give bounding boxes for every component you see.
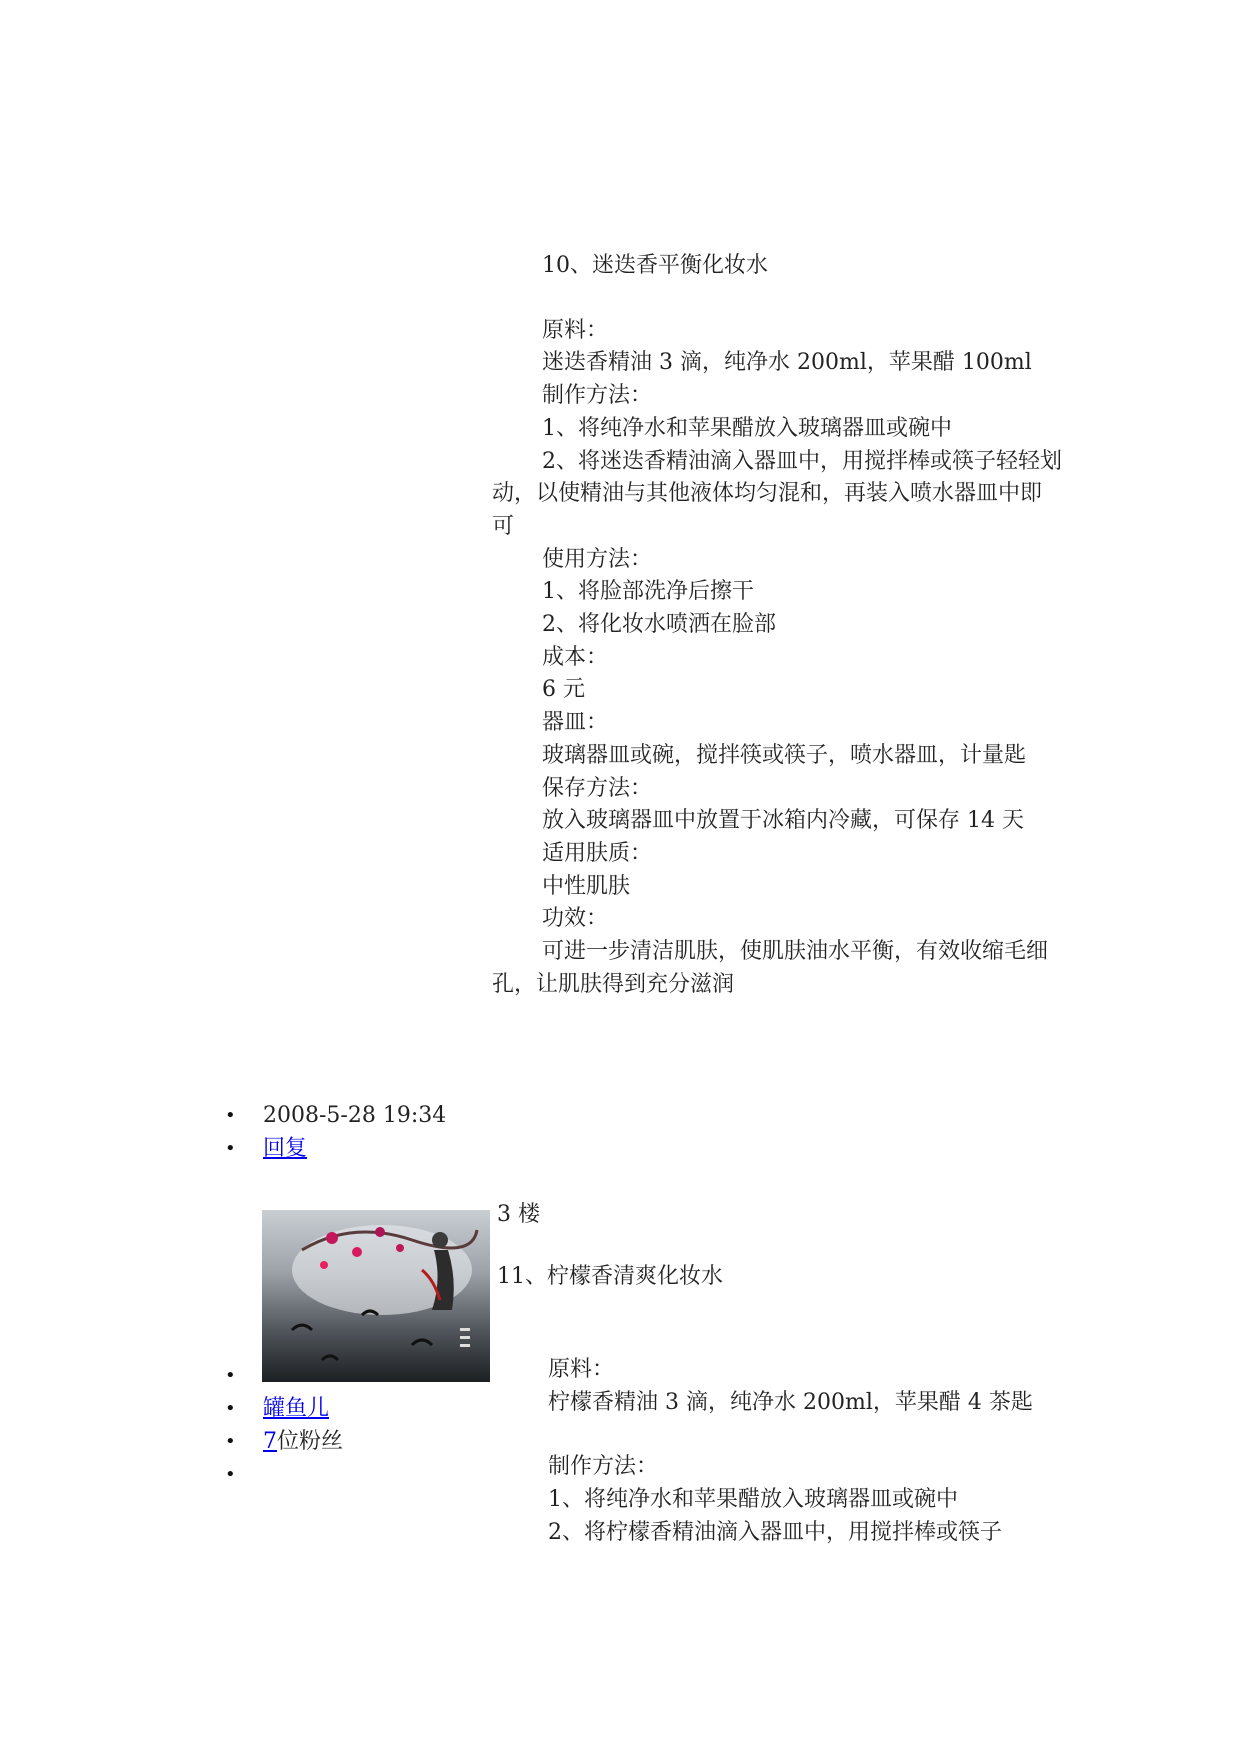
reply-line: 制作方法： <box>548 1454 659 1480</box>
post-paragraph: 2、将化妆水喷洒在脸部 <box>542 612 776 638</box>
floor-number: 3 楼 <box>497 1202 540 1227</box>
fans-label: 位粉丝 <box>277 1429 344 1454</box>
reply-line: 2、将柠檬香精油滴入器皿中，用搅拌棒或筷子 <box>548 1519 1002 1545</box>
post-paragraph: 迷迭香精油 3 滴，纯净水 200ml，苹果醋 100ml <box>542 350 1032 376</box>
post-paragraph: 成本： <box>542 644 609 670</box>
avatar-list-item <box>225 1359 343 1392</box>
reply-line: 柠檬香精油 3 滴，纯净水 200ml，苹果醋 4 茶匙 <box>548 1389 1033 1415</box>
reply-item <box>225 1132 446 1165</box>
post-paragraph: 中性肌肤 <box>542 873 631 899</box>
post-paragraph: 原料： <box>542 317 609 343</box>
post-paragraph: 1、将纯净水和苹果醋放入玻璃器皿或碗中 <box>542 415 952 441</box>
post-paragraph: 放入玻璃器皿中放置于冰箱内冷藏，可保存 14 天 <box>542 808 1024 834</box>
post-paragraph: 保存方法： <box>542 775 653 801</box>
post-title: 10、迷迭香平衡化妆水 <box>542 253 768 278</box>
timestamp-text: 2008-5-28 19:34 <box>263 1103 447 1128</box>
post-timestamp <box>225 1099 446 1132</box>
reply-line: 1、将纯净水和苹果醋放入玻璃器皿或碗中 <box>548 1487 958 1513</box>
post-paragraph: 2、将迷迭香精油滴入器皿中，用搅拌棒或筷子轻轻划动，以使精油与其他液体均匀混和，再装入喷水器皿中即可 <box>492 448 1062 539</box>
post-paragraph: 6 元 <box>542 677 585 703</box>
post-meta-list <box>225 1099 446 1165</box>
fans-item <box>225 1425 343 1458</box>
user-info-list <box>225 1359 343 1491</box>
username-link[interactable]: 罐鱼儿 <box>263 1396 330 1421</box>
fans-count-link[interactable]: 7 <box>263 1429 277 1454</box>
reply-title: 11、柠檬香清爽化妆水 <box>497 1264 723 1289</box>
post-paragraph: 器皿： <box>542 710 609 736</box>
post-paragraph: 玻璃器皿或碗，搅拌筷或筷子，喷水器皿，计量匙 <box>542 742 1027 768</box>
reply-link[interactable]: 回复 <box>263 1136 308 1161</box>
post-content <box>492 250 1062 1001</box>
post-paragraph: 1、将脸部洗净后擦干 <box>542 579 754 605</box>
reply-content <box>548 1354 1068 1550</box>
avatar-image-icon <box>262 1210 490 1382</box>
reply-line: 原料： <box>548 1357 615 1382</box>
post-paragraph: 适用肤质： <box>542 840 653 866</box>
post-paragraph: 可进一步清洁肌肤，使肌肤油水平衡，有效收缩毛细孔，让肌肤得到充分滋润 <box>492 939 1049 997</box>
post-paragraph: 使用方法： <box>542 546 653 572</box>
post-paragraph: 功效： <box>542 906 609 932</box>
avatar[interactable] <box>262 1210 490 1382</box>
empty-list-item <box>225 1458 343 1491</box>
post-paragraph: 制作方法： <box>542 383 653 409</box>
username-item <box>225 1392 343 1425</box>
